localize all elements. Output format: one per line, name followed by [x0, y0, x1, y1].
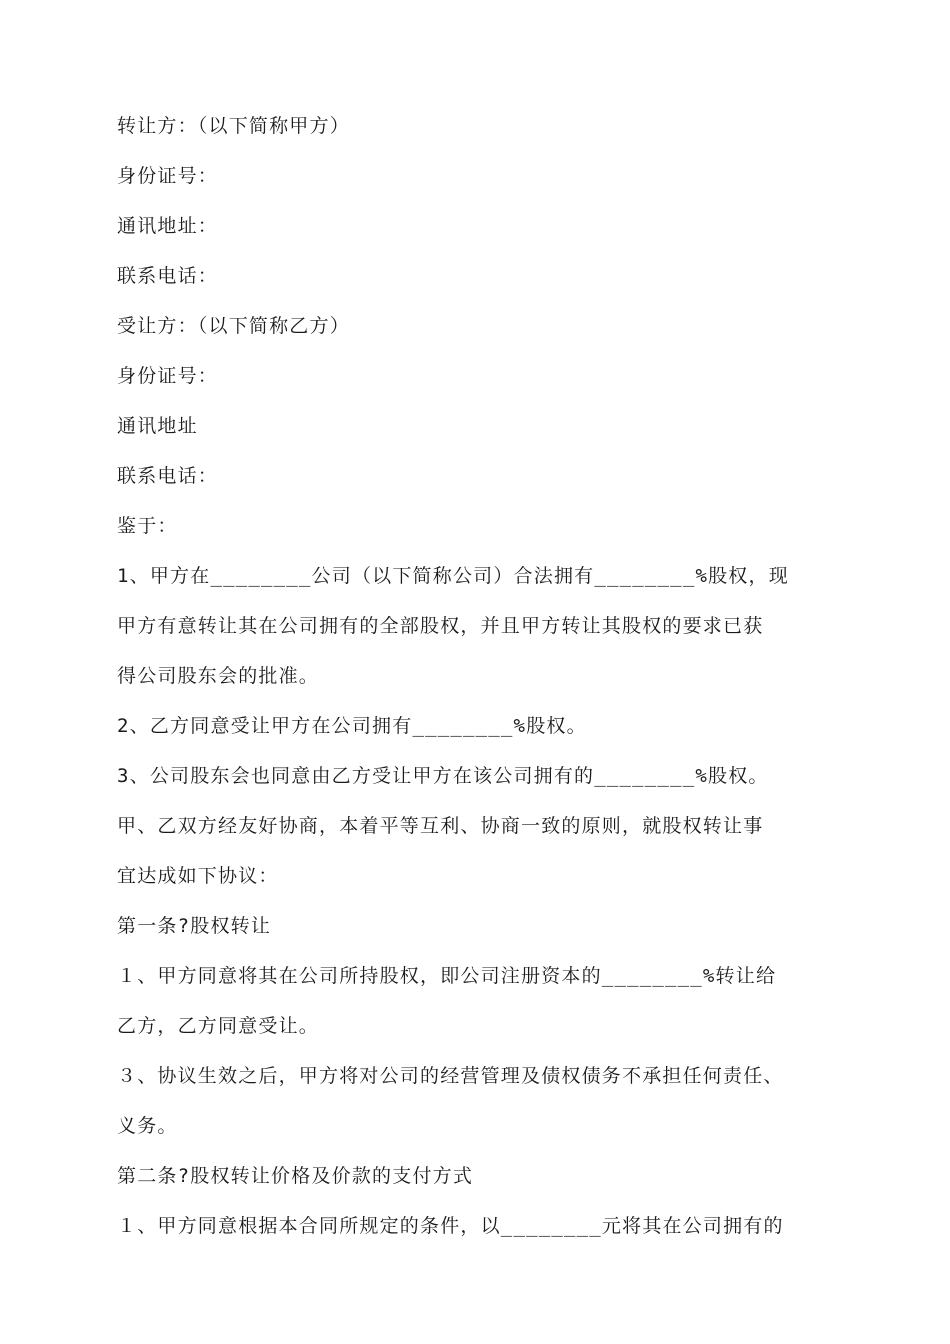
- agreement-intro-line-1: 甲、乙双方经友好协商，本着平等互利、协商一致的原则，就股权转让事: [117, 815, 764, 837]
- transferor-id-line: 身份证号：: [117, 165, 219, 187]
- whereas-heading: 鉴于：: [117, 515, 178, 537]
- transferee-address-line: 通讯地址: [117, 415, 198, 437]
- article-1-item-1-line-2: 乙方，乙方同意受让。: [117, 1015, 320, 1037]
- whereas-item-1-line-2: 甲方有意转让其在公司拥有的全部股权，并且甲方转让其股权的要求已获: [117, 615, 764, 637]
- transferee-phone-line: 联系电话：: [117, 465, 219, 487]
- agreement-intro-line-2: 宜达成如下协议：: [117, 865, 279, 887]
- transferee-line: 受让方：（以下简称乙方）: [117, 315, 350, 337]
- document-body: [117, 101, 847, 1251]
- whereas-item-1-line-3: 得公司股东会的批准。: [117, 665, 320, 687]
- whereas-item-3: 3、公司股东会也同意由乙方受让甲方在该公司拥有的________%股权。: [117, 765, 769, 787]
- whereas-item-1-line-1: 1、甲方在________公司（以下简称公司）合法拥有________%股权，现: [117, 565, 789, 587]
- transferor-line: 转让方：（以下简称甲方）: [117, 115, 350, 137]
- article-1-item-3-line-2: 义务。: [117, 1115, 178, 1137]
- transferor-address-line: 通讯地址：: [117, 215, 219, 237]
- article-1-item-1-line-1: １、甲方同意将其在公司所持股权，即公司注册资本的________%转让给: [117, 965, 777, 987]
- article-2-heading: 第二条?股权转让价格及价款的支付方式: [117, 1165, 474, 1187]
- transferor-phone-line: 联系电话：: [117, 265, 219, 287]
- article-1-heading: 第一条?股权转让: [117, 915, 272, 937]
- article-1-item-3-line-1: ３、协议生效之后，甲方将对公司的经营管理及债权债务不承担任何责任、: [117, 1065, 784, 1087]
- article-2-item-1-line-1: １、甲方同意根据本合同所规定的条件，以________元将其在公司拥有的: [117, 1215, 784, 1237]
- transferee-id-line: 身份证号：: [117, 365, 219, 387]
- whereas-item-2: 2、乙方同意受让甲方在公司拥有________%股权。: [117, 715, 587, 737]
